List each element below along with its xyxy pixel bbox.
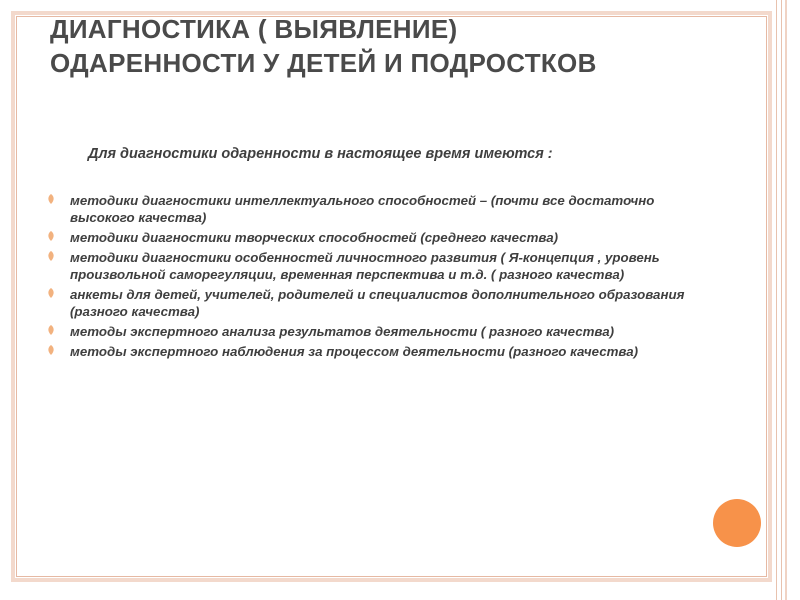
slide-title-line-2: ОДАРЕННОСТИ У ДЕТЕЙ И ПОДРОСТКОВ xyxy=(50,48,597,78)
bullet-leaf-icon xyxy=(46,345,56,355)
list-item xyxy=(44,192,694,226)
right-decorative-rule xyxy=(781,0,782,600)
list-item xyxy=(44,286,694,320)
list-item-text: методики диагностики творческих способностей (среднего качества) xyxy=(70,230,559,245)
list-item xyxy=(44,323,694,340)
slide-title-line-1: ДИАГНОСТИКА ( ВЫЯВЛЕНИЕ) xyxy=(50,14,458,44)
bullet-list xyxy=(44,192,694,363)
list-item-text: методики диагностики особенностей личностного развития ( Я-концепция , уровень произвольной саморегуляции, временная перспектива и т.д. ( разного качества) xyxy=(70,250,660,282)
bullet-leaf-icon xyxy=(46,288,56,298)
bullet-leaf-icon xyxy=(46,194,56,204)
list-item-text: методы экспертного анализа результатов деятельности ( разного качества) xyxy=(70,324,615,339)
slide-title xyxy=(50,12,750,80)
right-decorative-rule xyxy=(776,0,777,600)
list-item xyxy=(44,229,694,246)
bullet-leaf-icon xyxy=(46,251,56,261)
list-item-text: анкеты для детей, учителей, родителей и специалистов дополнительного образования (разного качества) xyxy=(70,287,685,319)
decorative-orange-circle xyxy=(713,499,761,547)
right-decorative-rule xyxy=(785,0,787,600)
list-item-text: методы экспертного наблюдения за процессом деятельности (разного качества) xyxy=(70,344,639,359)
intro-text: Для диагностики одаренности в настоящее время имеются : xyxy=(88,146,553,162)
list-item xyxy=(44,249,694,283)
bullet-leaf-icon xyxy=(46,325,56,335)
list-item-text: методики диагностики интеллектуального способностей – (почти все достаточно высокого качества) xyxy=(70,193,655,225)
bullet-leaf-icon xyxy=(46,231,56,241)
list-item xyxy=(44,343,694,360)
